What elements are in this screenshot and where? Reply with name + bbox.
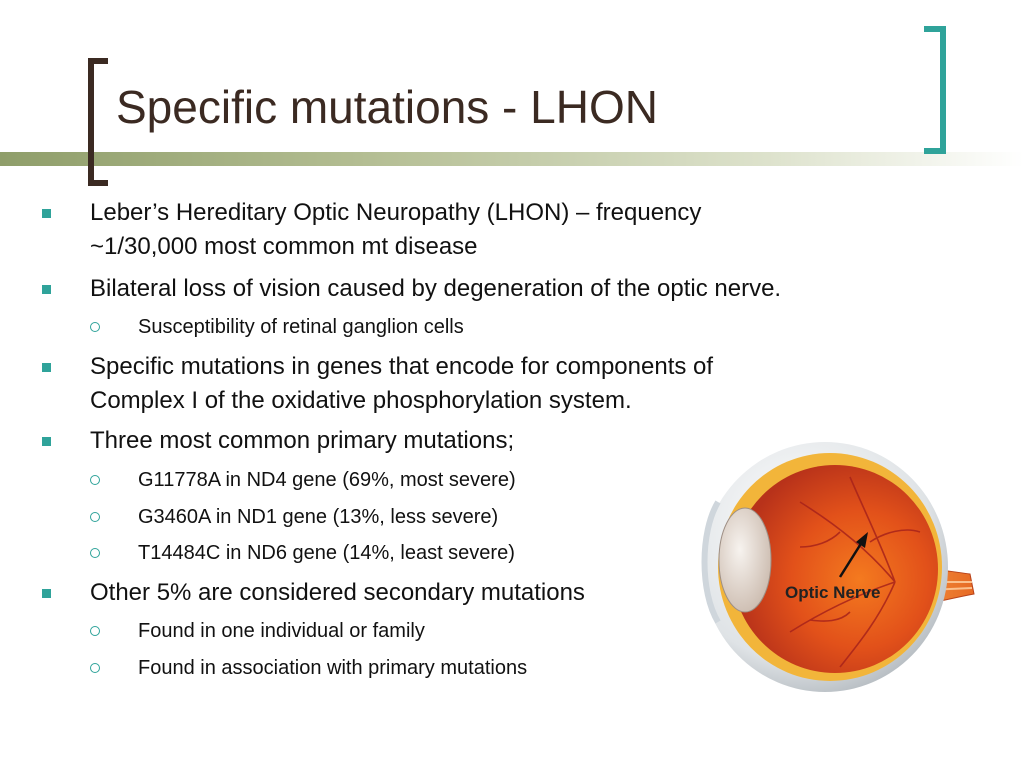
square-bullet-icon bbox=[42, 363, 51, 372]
lens bbox=[719, 508, 771, 612]
bullet-text: Other 5% are considered secondary mutations bbox=[90, 579, 585, 606]
bullet-text: G3460A in ND1 gene (13%, less severe) bbox=[138, 506, 499, 528]
bullet-text: Specific mutations in genes that encode for components of bbox=[90, 353, 714, 380]
left-bracket-decoration bbox=[88, 58, 108, 186]
bullet-text: Bilateral loss of vision caused by degeneration of the optic nerve. bbox=[90, 275, 782, 302]
bullet-text: Three most common primary mutations; bbox=[90, 427, 515, 454]
circle-bullet-icon bbox=[90, 626, 100, 636]
right-bracket-decoration bbox=[924, 26, 946, 154]
circle-bullet-icon bbox=[90, 548, 100, 558]
square-bullet-icon bbox=[42, 285, 51, 294]
bullet-text: Susceptibility of retinal ganglion cells bbox=[138, 316, 464, 338]
bullet-text: G11778A in ND4 gene (69%, most severe) bbox=[138, 469, 516, 491]
circle-bullet-icon bbox=[90, 512, 100, 522]
circle-bullet-icon bbox=[90, 475, 100, 485]
square-bullet-icon bbox=[42, 209, 51, 218]
circle-bullet-icon bbox=[90, 663, 100, 673]
square-bullet-icon bbox=[42, 589, 51, 598]
eye-illustration bbox=[690, 432, 990, 692]
bullet-text: T14484C in ND6 gene (14%, least severe) bbox=[138, 542, 515, 564]
title-band bbox=[0, 152, 1024, 166]
bullet-text: Complex I of the oxidative phosphorylation system. bbox=[90, 387, 632, 414]
slide-title: Specific mutations - LHON bbox=[116, 81, 658, 133]
square-bullet-icon bbox=[42, 437, 51, 446]
bullet-text: ~1/30,000 most common mt disease bbox=[90, 233, 478, 260]
bullet-text: Found in one individual or family bbox=[138, 620, 425, 642]
optic-nerve-label: Optic Nerve bbox=[785, 583, 881, 602]
bullet-text: Found in association with primary mutations bbox=[138, 657, 528, 679]
circle-bullet-icon bbox=[90, 322, 100, 332]
bullet-text: Leber’s Hereditary Optic Neuropathy (LHON) – frequency bbox=[90, 199, 702, 226]
